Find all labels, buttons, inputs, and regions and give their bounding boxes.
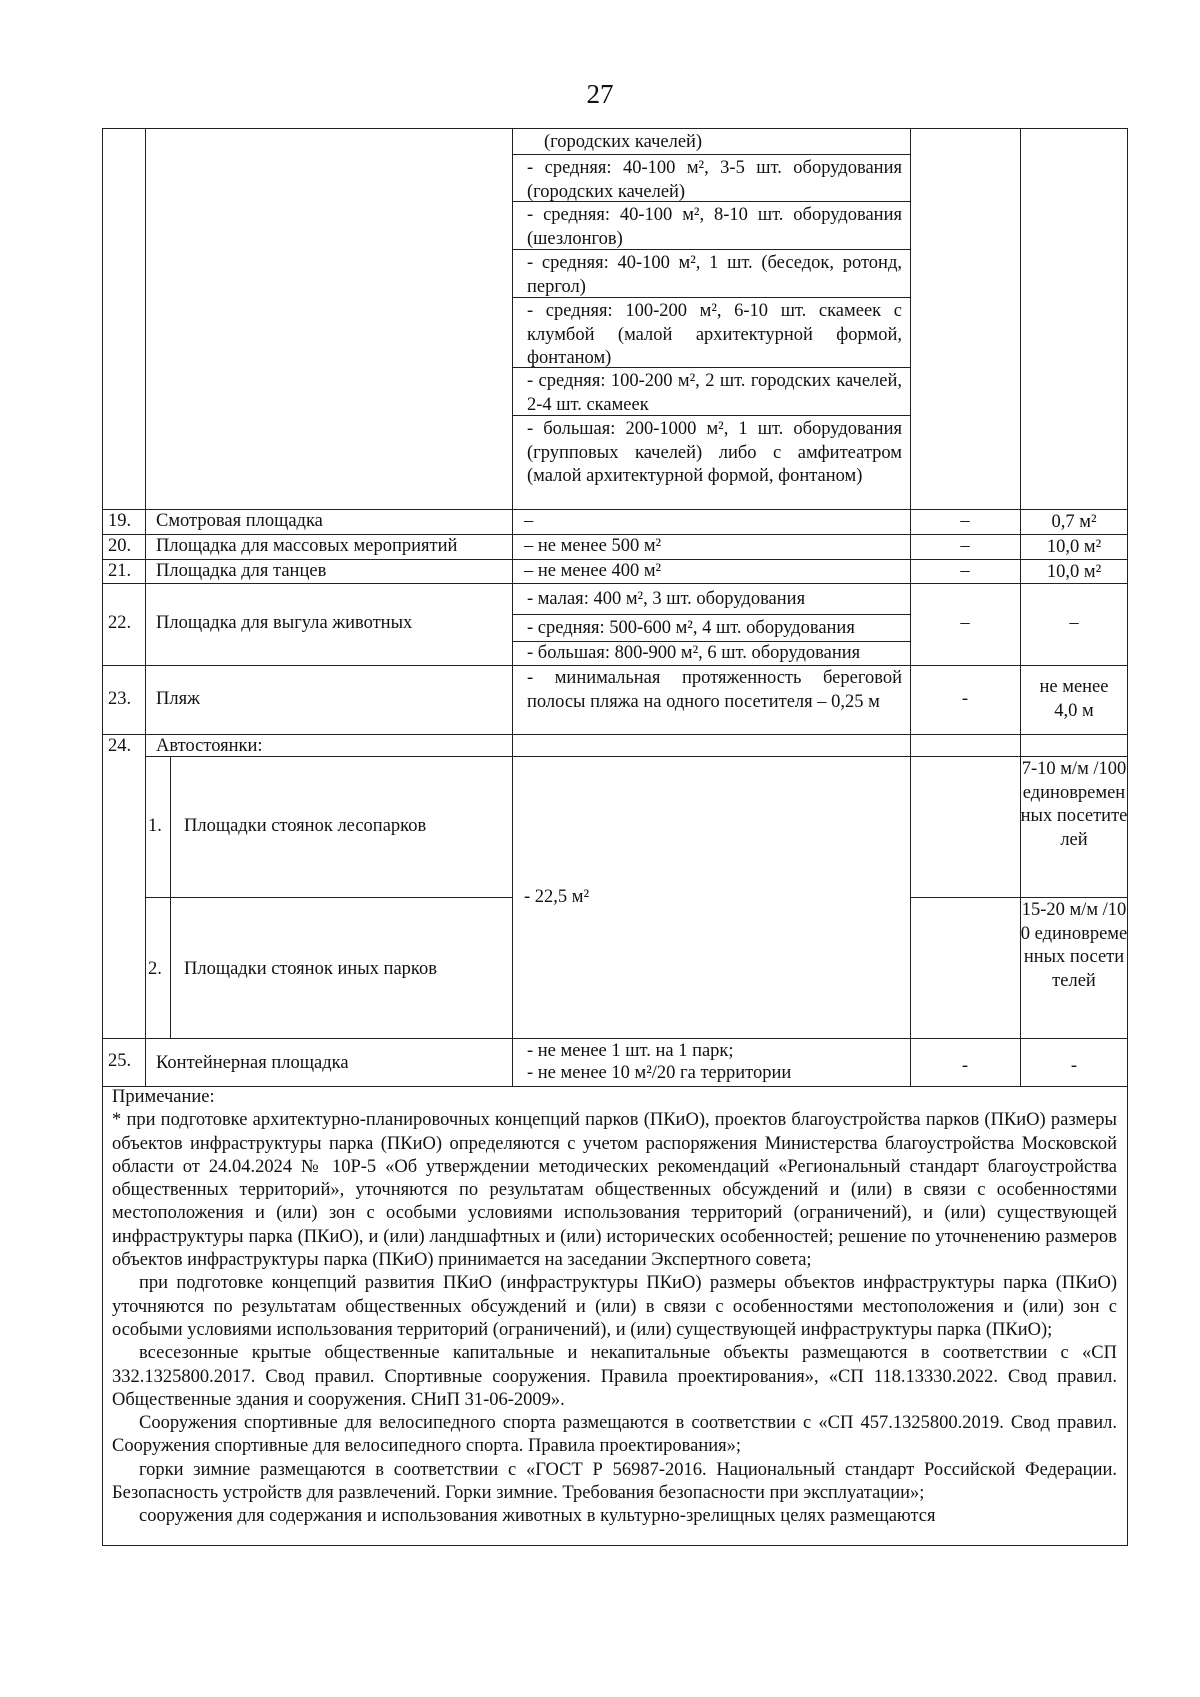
row-23-num: 23. [108,689,132,709]
row-25-col4: - [961,1056,969,1076]
row-24-spec: - 22,5 м² [524,887,590,907]
row-24-sub1-num: 1. [148,816,162,836]
col-line-1 [145,128,146,1086]
row-24-sub2-col5: 15-20 м/м /100 единовременных посетителей [1020,900,1128,991]
row-25-num: 25. [108,1051,132,1071]
notes-block [112,1086,1117,1529]
row-25-spec-2: - не менее 10 м²/20 га территории [527,1063,792,1083]
row-24-num: 24. [108,736,132,756]
cont-item: - средняя: 40-100 м², 3-5 шт. оборудования (городских качелей) [527,158,902,202]
cont-item: - средняя: 40-100 м², 1 шт. (беседок, ротонд, пергол) [527,253,902,297]
row-21-num: 21. [108,561,132,581]
notes-paragraph: Сооружения спортивные для велосипедного спорта размещаются в соответствии с «СП 457.1325800.2019. Свод правил. Сооружения спортивные для велосипедного спорта. Правила проектирования»; [112,1413,1117,1457]
row-23-name: Пляж [156,689,200,709]
notes-paragraph: сооружения для содержания и использования животных в культурно-зрелищных целях размещаются [139,1506,936,1527]
row-24-sub1-name: Площадки стоянок лесопарков [184,816,427,836]
row-21-col4: – [960,561,970,581]
row-19-col4: – [960,511,970,531]
cont-item: (городских качелей) [544,132,703,152]
row-23-col4: - [961,689,969,709]
row-21-col5: 10,0 м² [1046,562,1102,582]
cont-item: - средняя: 100-200 м², 2 шт. городских качелей, 2-4 шт. скамеек [527,371,902,415]
notes-title: Примечание: [112,1087,215,1107]
row-21-name: Площадка для танцев [156,561,327,581]
row-20-col5: 10,0 м² [1046,537,1102,557]
row-22-num: 22. [108,613,132,633]
row-24-sub2-num: 2. [148,959,162,979]
row-25-col5: - [1070,1056,1078,1076]
row-25-name: Контейнерная площадка [156,1053,349,1073]
row-20-num: 20. [108,536,132,556]
row-22-spec-2: - средняя: 500-600 м², 4 шт. оборудования [527,618,855,638]
row-line [145,897,512,898]
row-22-spec-1: - малая: 400 м², 3 шт. оборудования [527,589,806,609]
cont-item: - средняя: 100-200 м², 6-10 шт. скамеек с клумбой (малой архитектурной формой, фонтаном) [527,301,902,368]
row-19-num: 19. [108,511,132,531]
notes-paragraph: при подготовке концепций развития ПКиО (инфраструктуры ПКиО) размеры объектов инфраструктуры парка (ПКиО) уточняются по результатам общественных обсуждений и (или) в связи с особенностями местоположения и (или) зон с особыми условиями использования территорий (ограничений), и (или) существующей инфраструктуры парка (ПКиО); [112,1273,1117,1340]
notes-paragraph: всесезонные крытые общественные капитальные и некапитальные объекты размещаются в соответствии с «СП 332.1325800.2017. Свод правил. Спортивные сооружения. Правила проектирования», «СП 118.13330.2022. Свод правил. Общественные здания и сооружения. СНиП 31-06-2009». [112,1343,1117,1410]
row-23-spec: - минимальная протяженность береговой полосы пляжа на одного посетителя – 0,25 м [527,668,902,712]
row-22-col5: – [1069,613,1079,633]
row-25-spec-1: - не менее 1 шт. на 1 парк; [527,1041,734,1061]
row-21-spec: – не менее 400 м² [524,561,662,581]
row-19-spec: – [524,511,534,531]
row-23-col5: не менее 4,0 м [1039,677,1109,721]
row-19-col5: 0,7 м² [1051,512,1097,532]
notes-paragraph: горки зимние размещаются в соответствии с «ГОСТ Р 56987-2016. Национальный стандарт Российской Федерации. Безопасность устройств для развлечений. Горки зимние. Требования безопасности при эксплуатации»; [112,1459,1117,1504]
row-20-spec: – не менее 500 м² [524,536,662,556]
row-22-name: Площадка для выгула животных [156,613,413,633]
cont-item: - средняя: 40-100 м², 8-10 шт. оборудования (шезлонгов) [527,205,902,249]
col-line-2 [512,128,513,1086]
row-line [512,614,910,615]
row-20-col4: – [960,536,970,556]
page-number: 27 [586,79,614,109]
notes-paragraph: * при подготовке архитектурно-планировочных концепций парков (ПКиО), проектов благоустройства парков (ПКиО) размеры объектов инфраструктуры парка (ПКиО) определяются с учетом распоряжения Министерства благоустройства Московской области от 24.04.2024 № 10Р-5 «Об утверждении методических рекомендаций «Региональный стандарт благоустройства общественных территорий», уточняются по результатам общественных обсуждений и (или) в связи с особенностями местоположения и (или) зон с особыми условиями использования территорий (ограничений), и (или) существующей инфраструктуры парка (ПКиО), и (или) ландшафтных и (или) исторических особенностей; решение по уточненению размеров объектов инфраструктуры парка (ПКиО) принимается на заседании Экспертного совета; [112,1110,1117,1271]
row-22-col4: – [960,613,970,633]
row-24-sub1-col5: 7-10 м/м /100 единовременных посетителей [1020,759,1128,850]
cont-item: - большая: 200-1000 м², 1 шт. оборудования (групповых качелей) либо с амфитеатром (малой архитектурной формой, фонтаном) [527,419,902,486]
col-line-3 [910,128,911,1086]
row-line [145,756,1128,757]
row-24-sub2-name: Площадки стоянок иных парков [184,959,437,979]
row-19-name: Смотровая площадка [156,511,323,531]
row-20-name: Площадка для массовых мероприятий [156,536,458,556]
row-24-name: Автостоянки: [156,736,263,756]
row-22-spec-3: - большая: 800-900 м², 6 шт. оборудования [527,643,861,663]
